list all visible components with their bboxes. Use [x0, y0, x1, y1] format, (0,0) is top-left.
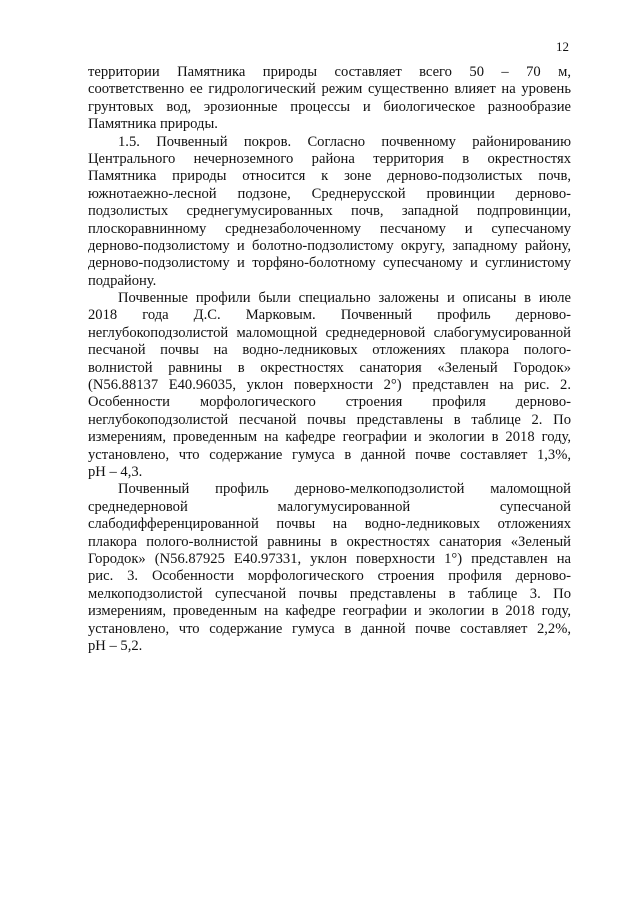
text-line: слабодифференцированной почвы на водно-ледниковых отложениях — [88, 516, 571, 533]
text-line: установлено, что содержание гумуса в данной почве составляет 2,2%, — [88, 620, 571, 637]
text-line: волнистой равнины в окрестностях санатория «Зеленый Городок» — [88, 359, 571, 376]
text-line: среднедерновой малогумусированной супесчаной — [88, 498, 571, 515]
text-line: соответственно ее гидрологический режим существенно влияет на уровень — [88, 81, 571, 98]
text-line: 1.5. Почвенный покров. Согласно почвенному районированию — [118, 133, 571, 150]
paragraph — [88, 134, 571, 291]
text-line: территории Памятника природы составляет всего 50 – 70 м, — [88, 64, 571, 80]
text-line: Памятника природы. — [88, 116, 218, 133]
text-line: подзолистых среднегумусированных почв, западной подпровинции, — [88, 203, 571, 220]
text-line: Особенности морфологического строения профиля дерново- — [88, 394, 571, 411]
text-line: неглубокоподзолистой маломощной среднедерновой слабогумусированной — [88, 324, 571, 341]
text-line: дерново-подзолистому и болотно-подзолистому округу, западному району, — [88, 237, 571, 254]
text-line: pH – 4,3. — [88, 463, 143, 480]
text-line: Центрального нечерноземного района территория в окрестностях — [88, 150, 571, 167]
page-number: 12 — [556, 39, 569, 54]
paragraph — [88, 64, 571, 134]
text-line: pH – 5,2. — [88, 637, 143, 654]
text-line: установлено, что содержание гумуса в данной почве составляет 1,3%, — [88, 446, 571, 463]
text-line: неглубокоподзолистой песчаной почвы представлены в таблице 2. По — [88, 411, 571, 428]
text-line: подрайону. — [88, 272, 157, 289]
text-line: плоскоравнинному среднезаболоченному песчаному и супесчаному — [88, 220, 571, 237]
text-line: южнотаежно-лесной подзоне, Среднерусской провинции дерново- — [88, 185, 571, 202]
text-line: измерениям, проведенным на кафедре географии и экологии в 2018 году, — [88, 429, 571, 446]
text-line: Городок» (N56.87925 E40.97331, уклон поверхности 1°) представлен на — [88, 550, 571, 567]
text-line: дерново-подзолистому и торфяно-болотному супесчаному и суглинистому — [88, 255, 571, 272]
text-line: Почвенный профиль дерново-мелкоподзолистой маломощной — [118, 481, 571, 498]
text-line: рис. 3. Особенности морфологического строения профиля дерново- — [88, 568, 571, 585]
text-line: 2018 года Д.С. Марковым. Почвенный профиль дерново- — [88, 307, 571, 324]
text-line: (N56.88137 E40.96035, уклон поверхности 2°) представлен на рис. 2. — [88, 377, 571, 394]
text-line: мелкоподзолистой супесчаной почвы представлены в таблице 3. По — [88, 585, 571, 602]
text-line: Памятника природы относится к зоне дерново-подзолистых почв, — [88, 168, 571, 185]
document-body — [88, 64, 571, 655]
text-line: измерениям, проведенным на кафедре географии и экологии в 2018 году, — [88, 603, 571, 620]
text-line: грунтовых вод, эрозионные процессы и биологическое разнообразие — [88, 98, 571, 115]
text-line: песчаной почвы на водно-ледниковых отложениях плакора полого- — [88, 342, 571, 359]
paragraph — [88, 290, 571, 481]
paragraph — [88, 481, 571, 655]
text-line: плакора полого-волнистой равнины в окрестностях санатория «Зеленый — [88, 533, 571, 550]
text-line: Почвенные профили были специально заложены и описаны в июле — [118, 290, 571, 307]
